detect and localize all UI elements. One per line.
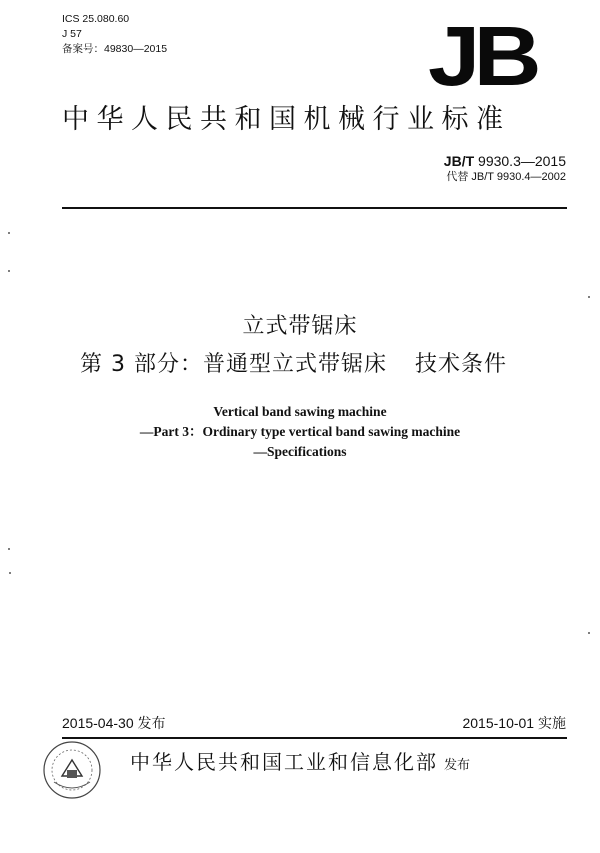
scan-speck	[8, 548, 10, 550]
title-en-spec: —Specifications	[253, 444, 347, 459]
title-en-block	[0, 402, 600, 462]
jb-logo: JB	[428, 9, 535, 103]
standard-number-block	[444, 152, 566, 185]
implementation-date: 2015-10-01 实施	[462, 715, 566, 731]
title-cn-subtitle	[80, 350, 507, 380]
standard-code-prefix: JB/T	[443, 153, 475, 169]
issue-date: 2015-04-30 发布	[62, 715, 166, 731]
header-divider	[62, 207, 567, 209]
publisher-suffix: 发布	[444, 758, 471, 773]
filing-label: 备案号：	[62, 43, 104, 55]
standard-category-title: 中华人民共和国机械行业标准	[62, 104, 511, 135]
scan-speck	[8, 232, 10, 234]
filing-number	[62, 42, 167, 57]
title-cn-part: 第 3 部分：普通型立式带锯床	[80, 352, 387, 377]
ccs-code: J 57	[62, 28, 82, 40]
scan-speck	[8, 270, 10, 272]
ministry-seal-emblem	[40, 738, 104, 802]
scan-speck	[588, 632, 590, 634]
standard-code	[444, 152, 566, 170]
scan-speck	[588, 296, 590, 298]
title-cn-main: 立式带锯床	[242, 314, 358, 339]
footer-divider	[62, 737, 567, 739]
publisher-line	[130, 748, 470, 780]
title-cn-spec: 技术条件	[414, 352, 507, 377]
title-en-main: Vertical band sawing machine	[213, 404, 387, 419]
standard-code-number: 9930.3—2015	[478, 153, 566, 169]
replaces-note: 代替 JB/T 9930.4—2002	[446, 171, 566, 183]
publisher-name: 中华人民共和国工业和信息化部	[130, 750, 438, 774]
filing-value: 49830—2015	[104, 43, 168, 55]
ics-code: ICS 25.080.60	[62, 13, 130, 25]
scan-speck	[9, 572, 11, 574]
classification-block	[62, 12, 167, 57]
title-en-part: —Part 3：Ordinary type vertical band sawing machine	[139, 424, 461, 439]
